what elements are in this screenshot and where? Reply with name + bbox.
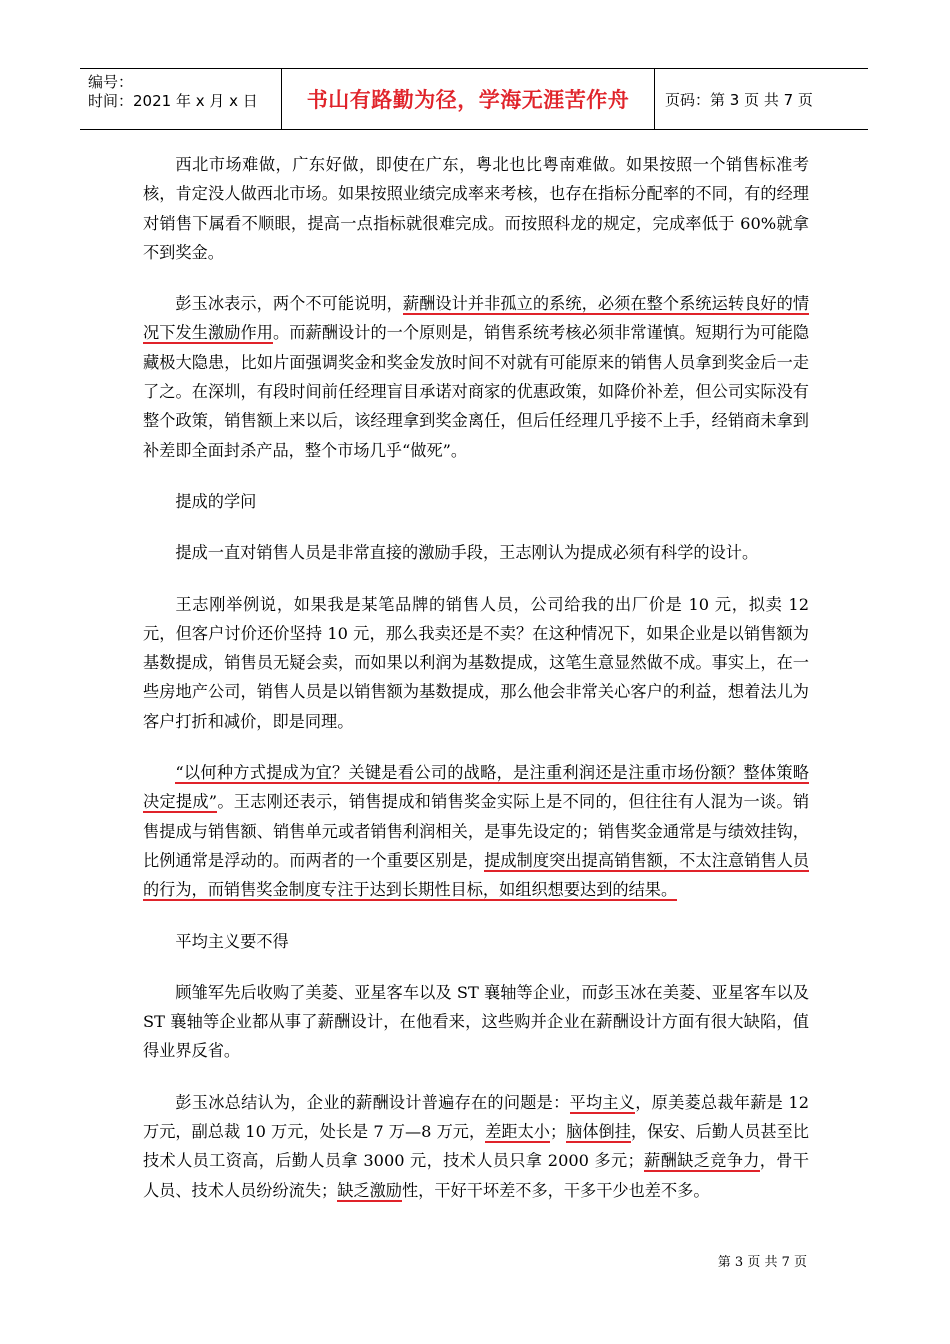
document-date: 时间：2021 年 x 月 x 日	[88, 92, 258, 110]
highlighted-text: 平均主义	[569, 1092, 636, 1112]
highlighted-text: 提成制度突出提高销售额，不太注意销售人员的行为，而销售奖金制度专注于达到长期性目标，如组织想要达到的结果。	[143, 850, 810, 900]
paragraph: 顾雏军先后收购了美菱、亚星客车以及 ST 襄轴等企业，而彭玉冰在美菱、亚星客车以及 ST 襄轴等企业都从事了薪酬设计，在他看来，这些购并企业在薪酬设计方面有很大缺陷，值得业界反省。	[143, 982, 809, 1061]
page-header	[80, 68, 868, 130]
highlighted-text: 脑体倒挂	[566, 1122, 631, 1142]
highlighted-text: 缺乏激励	[337, 1180, 402, 1200]
header-motto: 书山有路勤为径，学海无涯苦作舟	[282, 69, 655, 129]
paragraph: 彭玉冰总结认为，企业的薪酬设计普遍存在的问题是：平均主义，原美菱总裁年薪是 12 万元，副总裁 10 万元，处长是 7 万—8 万元，差距太小；脑体倒挂，保安、后勤人员甚至比技术人员工资高，后勤人员拿 3000 元，技术人员只拿 2000 多元；薪酬缺乏竞争力，骨干人员、技术人员纷纷流失；缺乏激励性，干好干坏差不多，干多干少也差不多。	[143, 1092, 810, 1200]
document-body	[143, 150, 809, 1227]
section-heading: 平均主义要不得	[175, 931, 289, 951]
paragraph: 彭玉冰表示，两个不可能说明，薪酬设计并非孤立的系统，必须在整个系统运转良好的情况下发生激励作用。而薪酬设计的一个原则是，销售系统考核必须非常谨慎。短期行为可能隐藏极大隐患，比如片面强调奖金和奖金发放时间不对就有可能原来的销售人员拿到奖金后一走了之。在深圳，有段时间前任经理盲目承诺对商家的优惠政策，如降价补差，但公司实际没有整个政策，销售额上来以后，该经理拿到奖金离任，但后任经理几乎接不上手，经销商未拿到补差即全面封杀产品，整个市场几乎“做死”。	[143, 294, 810, 460]
paragraph: 王志刚举例说，如果我是某笔品牌的销售人员，公司给我的出厂价是 10 元，拟卖 12 元，但客户讨价还价坚持 10 元，那么我卖还是不卖？在这种情况下，如果企业是以销售额为基数提成，销售员无疑会卖，而如果以利润为基数提成，这笔生意显然做不成。事实上，在一些房地产公司，销售人员是以销售额为基数提成，那么他会非常关心客户的利益，想着法儿为客户打折和减价，即是同理。	[143, 594, 809, 731]
highlighted-text: 差距太小	[485, 1122, 550, 1142]
page-footer: 第 3 页 共 7 页	[717, 1255, 807, 1270]
highlighted-text: 薪酬缺乏竞争力	[643, 1151, 760, 1171]
header-meta	[80, 69, 282, 129]
section-heading: 提成的学问	[175, 491, 257, 511]
document-number: 编号：	[88, 73, 134, 91]
paragraph: 西北市场难做，广东好做，即使在广东，粤北也比粤南难做。如果按照一个销售标准考核，肯定没人做西北市场。如果按照业绩完成率来考核，也存在指标分配率的不同，有的经理对销售下属看不顺眼，提高一点指标就很难完成。而按照科龙的规定，完成率低于 60%就拿不到奖金。	[143, 155, 809, 262]
highlighted-text: 薪酬设计并非孤立的系统，必须在整个系统运转良好的情况下发生激励作用	[143, 294, 810, 343]
paragraph: 提成一直对销售人员是非常直接的激励手段，王志刚认为提成必须有科学的设计。	[175, 543, 759, 563]
highlighted-text: “以何种方式提成为宜？关键是看公司的战略，是注重利润还是注重市场份额？整体策略决定提成”	[143, 763, 809, 812]
header-page-number: 页码：第 3 页 共 7 页	[665, 90, 813, 109]
paragraph: “以何种方式提成为宜？关键是看公司的战略，是注重利润还是注重市场份额？整体策略决定提成”。王志刚还表示，销售提成和销售奖金实际上是不同的，但往往有人混为一谈。销售提成与销售额、销售单元或者销售利润相关，是事先设定的；销售奖金通常是与绩效挂钩，比例通常是浮动的。而两者的一个重要区别是，提成制度突出提高销售额，不太注意销售人员的行为，而销售奖金制度专注于达到长期性目标，如组织想要达到的结果。	[143, 763, 810, 900]
